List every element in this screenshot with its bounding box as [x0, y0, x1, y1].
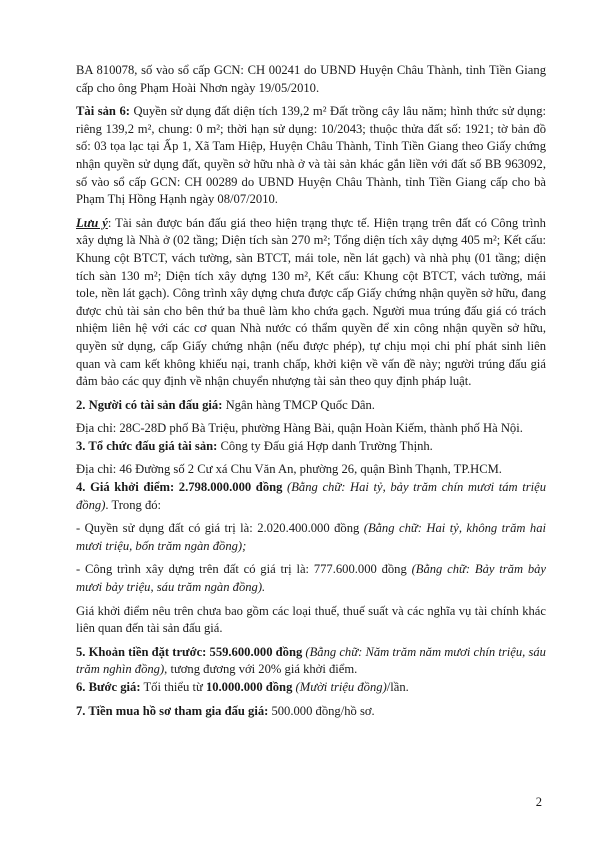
page-number: 2 — [535, 795, 542, 809]
asset-6-label: Tài sản 6: — [76, 104, 130, 119]
asset-6-paragraph — [76, 103, 546, 209]
section-6-heading — [76, 679, 546, 697]
section-6-label: 6. Bước giá: — [76, 680, 141, 694]
bullet-2-words: (Bằng chữ: Bảy trăm bảy mươi bảy triệu, sáu trăm ngàn đồng). — [76, 562, 547, 595]
document-body — [76, 62, 546, 720]
section-4-label: 4. Giá khởi điểm: — [76, 480, 175, 495]
section-2-address: Địa chỉ: 28C-28D phố Bà Triệu, phường Hàng Bài, quận Hoàn Kiếm, thành phố Hà Nội. — [76, 421, 523, 436]
section-7-label: 7. Tiền mua hồ sơ tham gia đấu giá: — [76, 703, 269, 718]
section-5-tail: , tương đương với 20% giá khởi điểm. — [164, 662, 358, 677]
section-4-value: 2.798.000.000 đồng — [174, 480, 283, 495]
section-3-text: Công ty Đấu giá Hợp danh Trường Thịnh. — [217, 438, 433, 453]
note-text: : Tài sản được bán đấu giá theo hiện trạng thực tế. Hiện trạng trên đất có Công trình xây dựng là Nhà ở (02 tầng; Diện tích sàn 270 m²; Tổng diện tích xây dựng 405 m²; Kết cấu: Khung cột BTCT, vách tường, sàn BTCT, mái tole, nền lát gạch) và nhà phụ (01 tầng; diện tích sàn 130 m²; Diện tích xây dựng 130 m², Kết cấu: Khung cột BTCT, vách tường, mái tole, nền lát gạch). Công trình xây dựng chưa được cấp Giấy chứng nhận quyền sở hữu, đang được chủ tài sản cho bên thứ ba thuê làm kho chứa gạch. Người mua trúng đấu giá có trách nhiệm liên hệ với các cơ quan Nhà nước có thẩm quyền để xin công nhận quyền sở hữu, quyền sử dụng, cấp Giấy chứng nhận (nếu được phép), tự chịu mọi chi phí phát sinh liên quan và cam kết không khiếu nại, tranh chấp, khởi kiện về vấn đề này; người trúng đấu giá đảm bảo các quy định về nhận chuyển nhượng tài sản theo quy định pháp luật. — [76, 215, 546, 389]
section-4-note: Giá khởi điểm nêu trên chưa bao gồm các loại thuế, thuế suất và các nghĩa vụ tài chính khác liên quan đến tài sản đấu giá. — [76, 603, 546, 636]
section-4-words: (Bằng chữ: Hai tỷ, bảy trăm chín mươi tám triệu đồng) — [76, 480, 546, 512]
section-2-label: 2. Người có tài sản đấu giá: — [76, 397, 223, 412]
section-7-text: 500.000 đồng/hồ sơ. — [268, 703, 375, 718]
section-6-words: (Mười triệu đồng) — [292, 680, 387, 694]
section-3-address: Địa chỉ: 46 Đường số 2 Cư xá Chu Văn An, phường 26, quận Bình Thạnh, TP.HCM. — [76, 462, 502, 477]
section-4-bullet-1 — [76, 520, 546, 555]
section-6-text: Tối thiểu từ — [140, 680, 206, 694]
section-5-words: (Bằng chữ: Năm trăm năm mươi chín triệu, sáu trăm nghìn đồng) — [76, 644, 546, 677]
bullet-1-words: (Bằng chữ: Hai tỷ, không trăm hai mươi triệu, bốn trăm ngàn đồng); — [76, 521, 547, 553]
asset-6-text: Quyền sử dụng đất diện tích 139,2 m² Đất trồng cây lâu năm; hình thức sử dụng: riêng 139,2 m², chung: 0 m²; thời hạn sử dụng: 10/2043; thuộc thửa đất số: 1921; tờ bản đồ số: 03 tọa lạc tại Ấp 1, Xã Tam Hiệp, Huyện Châu Thành, Tỉnh Tiền Giang theo Giấy chứng nhận quyền sử dụng đất, quyền sở hữu nhà ở và tài sản khác gắn liền với đất số BB 963092, số vào sổ cấp GCN: CH 00289 do UBND Huyện Châu Thành, tỉnh Tiền Giang cấp cho bà Phạm Thị Hồng Hạnh ngày 08/07/2010. — [76, 104, 546, 207]
note-label: Lưu ý — [76, 215, 108, 230]
section-4-bullet-2 — [76, 561, 546, 596]
section-3-heading — [76, 438, 546, 456]
bullet-1-text: - Quyền sử dụng đất có giá trị là: 2.020.400.000 đồng — [76, 521, 364, 536]
section-4-heading — [76, 479, 546, 514]
section-3-label: 3. Tổ chức đấu giá tài sản: — [76, 438, 218, 453]
section-2-text: Ngân hàng TMCP Quốc Dân. — [222, 397, 375, 412]
section-7-heading — [76, 703, 546, 721]
section-5-label: 5. Khoản tiền đặt trước: — [76, 644, 207, 659]
section-6-value: 10.000.000 đồng — [205, 680, 293, 694]
paragraph-continuation: BA 810078, số vào sổ cấp GCN: CH 00241 do UBND Huyện Châu Thành, tỉnh Tiền Giang cấp cho ông Phạm Hoài Nhơn ngày 19/05/2010. — [76, 63, 546, 95]
section-4-tail: . Trong đó: — [105, 497, 162, 512]
bullet-2-text: - Công trình xây dựng trên đất có giá trị là: 777.600.000 đồng — [76, 562, 412, 577]
section-5-heading — [76, 644, 546, 679]
section-6-tail: /lần. — [386, 680, 409, 694]
section-2-heading — [76, 397, 546, 415]
section-5-value: 559.600.000 đồng — [206, 644, 303, 659]
note-paragraph — [76, 215, 546, 391]
